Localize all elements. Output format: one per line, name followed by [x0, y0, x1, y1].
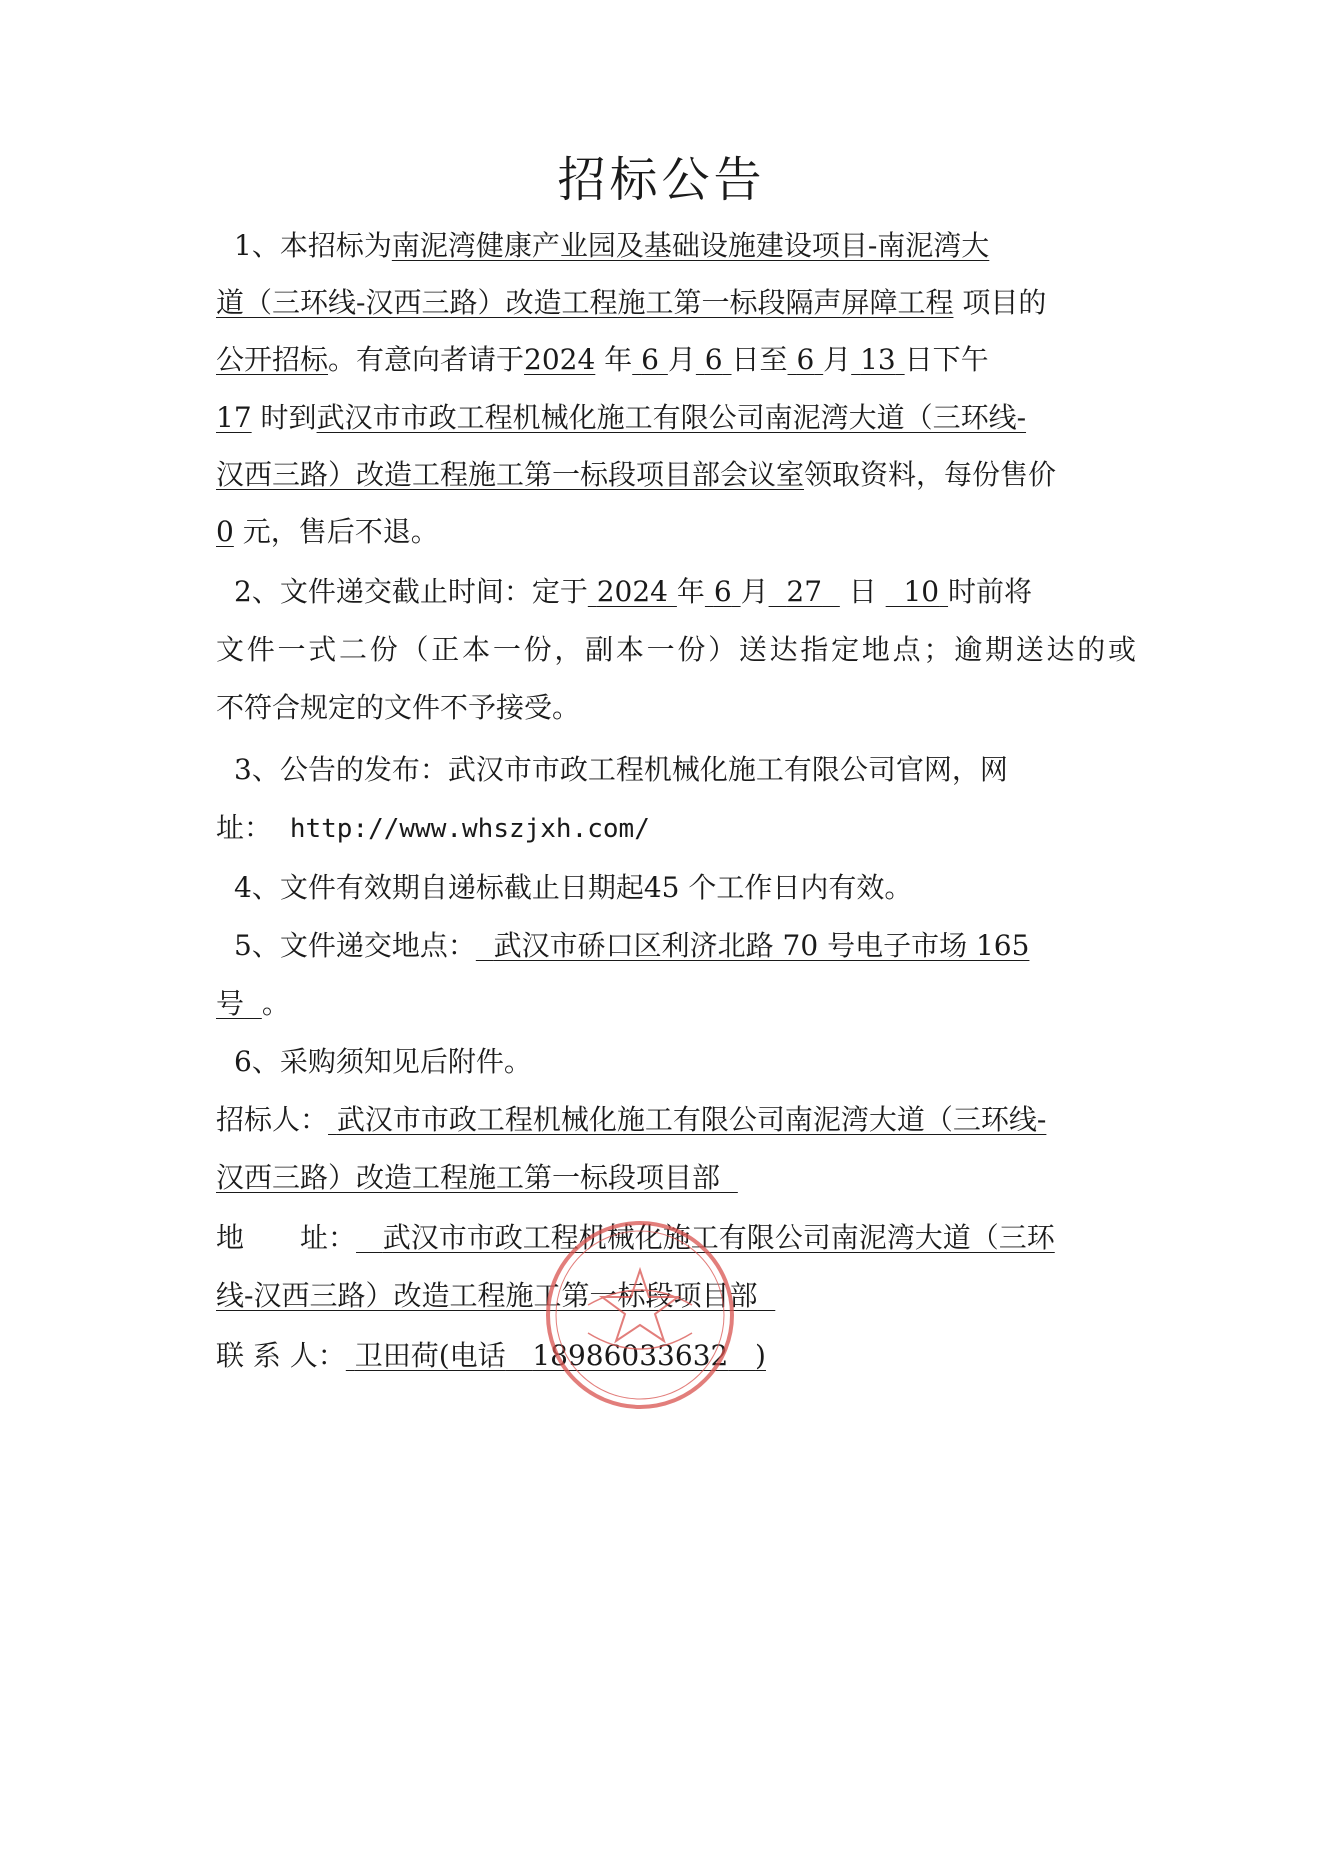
- p1-line-3: 公开招标。有意向者请于2024 年 6 月 6 日至 6 月 13 日下午: [216, 343, 989, 376]
- p1-line-5: 汉西三路）改造工程施工第一标段项目部会议室领取资料，每份售价: [216, 458, 1057, 491]
- contact-name: 卫田荷(电话: [354, 1339, 506, 1372]
- contact-label: 联 系 人：: [216, 1339, 346, 1372]
- project-name-cont: 道（三环线-汉西三路）改造工程施工第一标段隔声屏障工程: [216, 286, 954, 319]
- project-name: 南泥湾健康产业园及基础设施建设项目-南泥湾大: [391, 229, 990, 262]
- p2-line-1: 2、文件递交截止时间：定于 2024 年 6 月 27 日 10 时前将: [234, 575, 1033, 608]
- address-line-2: 线-汉西三路）改造工程施工第一标段项目部: [216, 1279, 758, 1312]
- p6-line: 6、采购须知见后附件。: [234, 1045, 532, 1078]
- p4-line-1: 4、文件有效期自递标截止日期起45 个工作日内有效。: [234, 871, 913, 904]
- p1-line-4: 17 时到武汉市市政工程机械化施工有限公司南泥湾大道（三环线-: [216, 401, 1027, 434]
- p3-line-2: 址： http://www.whszjxh.com/: [216, 811, 650, 844]
- price: 0: [216, 515, 234, 548]
- p1-line-2: 道（三环线-汉西三路）改造工程施工第一标段隔声屏障工程 项目的: [216, 286, 1047, 319]
- p2-line-3: 不符合规定的文件不予接受。: [216, 691, 581, 724]
- submission-address: 武汉市硚口区利济北路 70 号电子市场 165: [493, 929, 1030, 962]
- tenderer-line-2: 汉西三路）改造工程施工第一标段项目部: [216, 1161, 721, 1194]
- tender-method: 公开招标: [216, 343, 329, 376]
- tenderer-line-1: [216, 1102, 1136, 1138]
- tenderer-value: 武汉市市政工程机械化施工有限公司南泥湾大道（三环线-: [336, 1103, 1047, 1136]
- tenderer-label: 招标人：: [216, 1103, 329, 1136]
- contact-line: 联 系 人： 卫田荷(电话 18986033632 ): [216, 1339, 766, 1372]
- address-value: 武汉市市政工程机械化施工有限公司南泥湾大道（三环: [382, 1221, 1055, 1254]
- p1-line-1: 1、本招标为南泥湾健康产业园及基础设施建设项目-南泥湾大: [234, 229, 990, 262]
- contact-phone: 18986033632: [532, 1339, 729, 1372]
- address-line-1: 地 址： 武汉市市政工程机械化施工有限公司南泥湾大道（三环: [216, 1221, 1055, 1254]
- page-title: 招标公告: [557, 152, 766, 208]
- website-url: http://www.whszjxh.com/: [289, 814, 650, 844]
- p3-line-1: 3、公告的发布：武汉市市政工程机械化施工有限公司官网，网: [234, 753, 1008, 786]
- p5-line-1: 5、文件递交地点： 武汉市硚口区利济北路 70 号电子市场 165: [234, 929, 1030, 962]
- pickup-place: 武汉市市政工程机械化施工有限公司南泥湾大道（三环线-: [316, 401, 1027, 434]
- p5-line-2: 号 。: [216, 987, 290, 1020]
- p2-line-2: 文件一式二份（正本一份，副本一份）送达指定地点；逾期送达的或: [216, 633, 1136, 666]
- p1-line-6: 0 元，售后不退。: [216, 515, 439, 548]
